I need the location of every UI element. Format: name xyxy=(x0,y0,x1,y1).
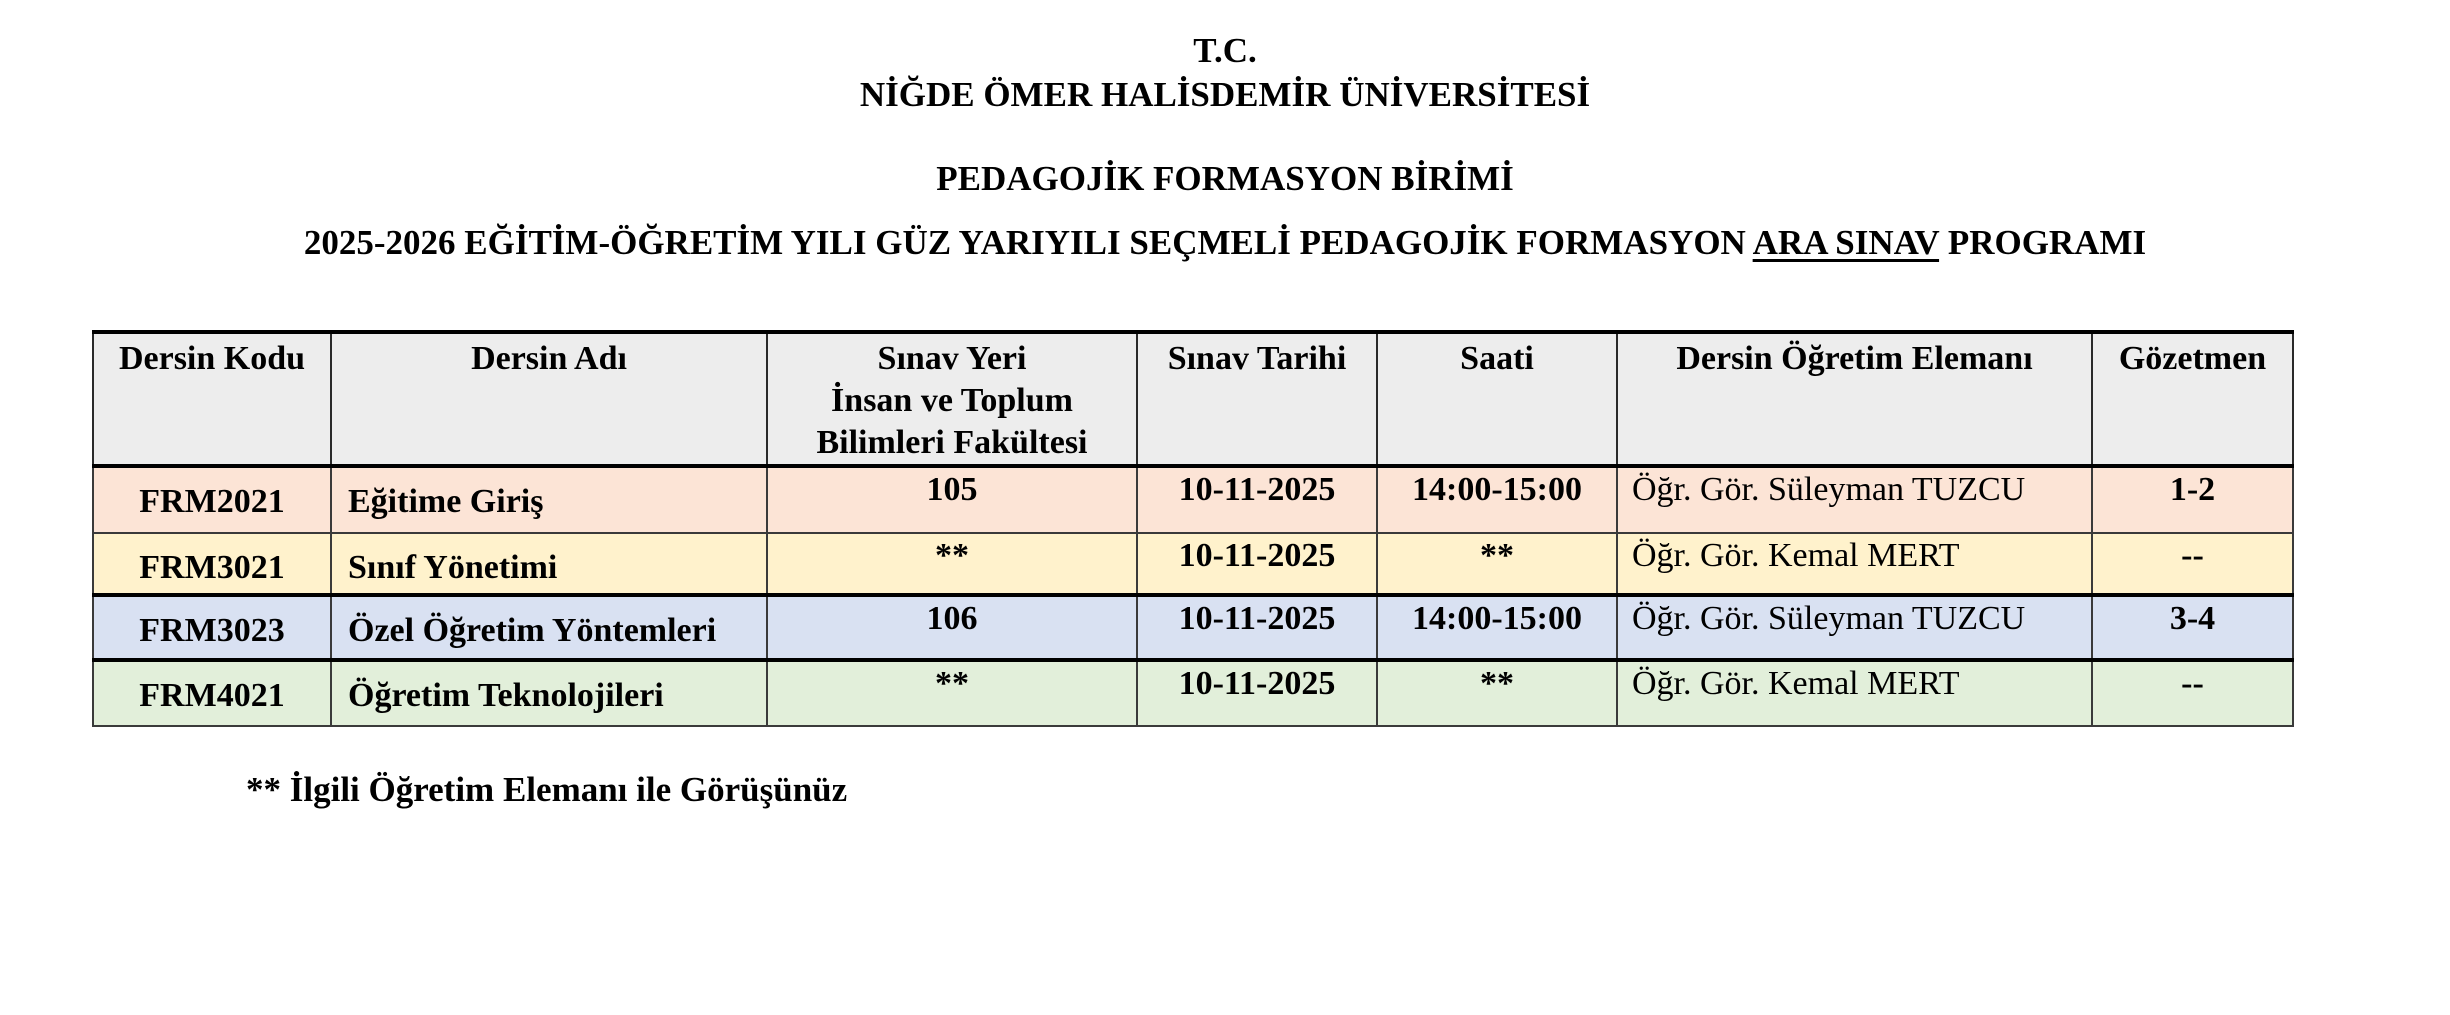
column-header-time: Saati xyxy=(1377,332,1617,466)
title-underlined-part: ARA SINAV xyxy=(1752,223,1940,262)
exam-time: 14:00-15:00 xyxy=(1377,595,1617,660)
course-code: FRM3023 xyxy=(93,595,331,660)
course-code: FRM3021 xyxy=(93,533,331,595)
footnote: ** İlgili Öğretim Elemanı ile Görüşünüz xyxy=(246,770,848,809)
exam-date: 10-11-2025 xyxy=(1137,595,1377,660)
course-code: FRM4021 xyxy=(93,660,331,726)
exam-date: 10-11-2025 xyxy=(1137,466,1377,533)
column-header-place xyxy=(767,332,1137,466)
exam-proctor: 1-2 xyxy=(2092,466,2293,533)
course-instructor: Öğr. Gör. Kemal MERT xyxy=(1617,533,2092,595)
course-name: Sınıf Yönetimi xyxy=(331,533,767,595)
course-instructor: Öğr. Gör. Kemal MERT xyxy=(1617,660,2092,726)
exam-schedule-table xyxy=(92,330,2294,727)
column-header-instructor: Dersin Öğretim Elemanı xyxy=(1617,332,2092,466)
exam-place: 106 xyxy=(767,595,1137,660)
table-row xyxy=(93,660,2293,726)
course-instructor: Öğr. Gör. Süleyman TUZCU xyxy=(1617,595,2092,660)
table-row xyxy=(93,595,2293,660)
table-header-row xyxy=(93,332,2293,466)
course-instructor: Öğr. Gör. Süleyman TUZCU xyxy=(1617,466,2092,533)
exam-date: 10-11-2025 xyxy=(1137,660,1377,726)
university-name: NİĞDE ÖMER HALİSDEMİR ÜNİVERSİTESİ xyxy=(859,75,1591,114)
title-part-1: 2025-2026 EĞİTİM-ÖĞRETİM YILI GÜZ YARIYILI SEÇMELİ PEDAGOJİK FORMASYON xyxy=(303,223,1753,262)
column-header-proctor: Gözetmen xyxy=(2092,332,2293,466)
exam-place: 105 xyxy=(767,466,1137,533)
course-name: Özel Öğretim Yöntemleri xyxy=(331,595,767,660)
course-code: FRM2021 xyxy=(93,466,331,533)
course-name: Eğitime Giriş xyxy=(331,466,767,533)
exam-place: ** xyxy=(767,533,1137,595)
exam-proctor: 3-4 xyxy=(2092,595,2293,660)
exam-time: 14:00-15:00 xyxy=(1377,466,1617,533)
table-row xyxy=(93,466,2293,533)
table-row xyxy=(93,533,2293,595)
exam-proctor: -- xyxy=(2092,533,2293,595)
place-header-line-3: Bilimleri Fakültesi xyxy=(816,424,1088,461)
column-header-code: Dersin Kodu xyxy=(93,332,331,466)
exam-place: ** xyxy=(767,660,1137,726)
column-header-name: Dersin Adı xyxy=(331,332,767,466)
place-header-line-2: İnsan ve Toplum xyxy=(831,382,1073,419)
column-header-date: Sınav Tarihi xyxy=(1137,332,1377,466)
exam-time: ** xyxy=(1377,660,1617,726)
header-tc: T.C. xyxy=(1193,31,1257,70)
title-part-2: PROGRAMI xyxy=(1939,223,2147,262)
document-title xyxy=(0,223,2450,263)
unit-name: PEDAGOJİK FORMASYON BİRİMİ xyxy=(936,159,1514,198)
exam-date: 10-11-2025 xyxy=(1137,533,1377,595)
exam-proctor: -- xyxy=(2092,660,2293,726)
place-header-line-1: Sınav Yeri xyxy=(877,340,1027,377)
exam-time: ** xyxy=(1377,533,1617,595)
course-name: Öğretim Teknolojileri xyxy=(331,660,767,726)
